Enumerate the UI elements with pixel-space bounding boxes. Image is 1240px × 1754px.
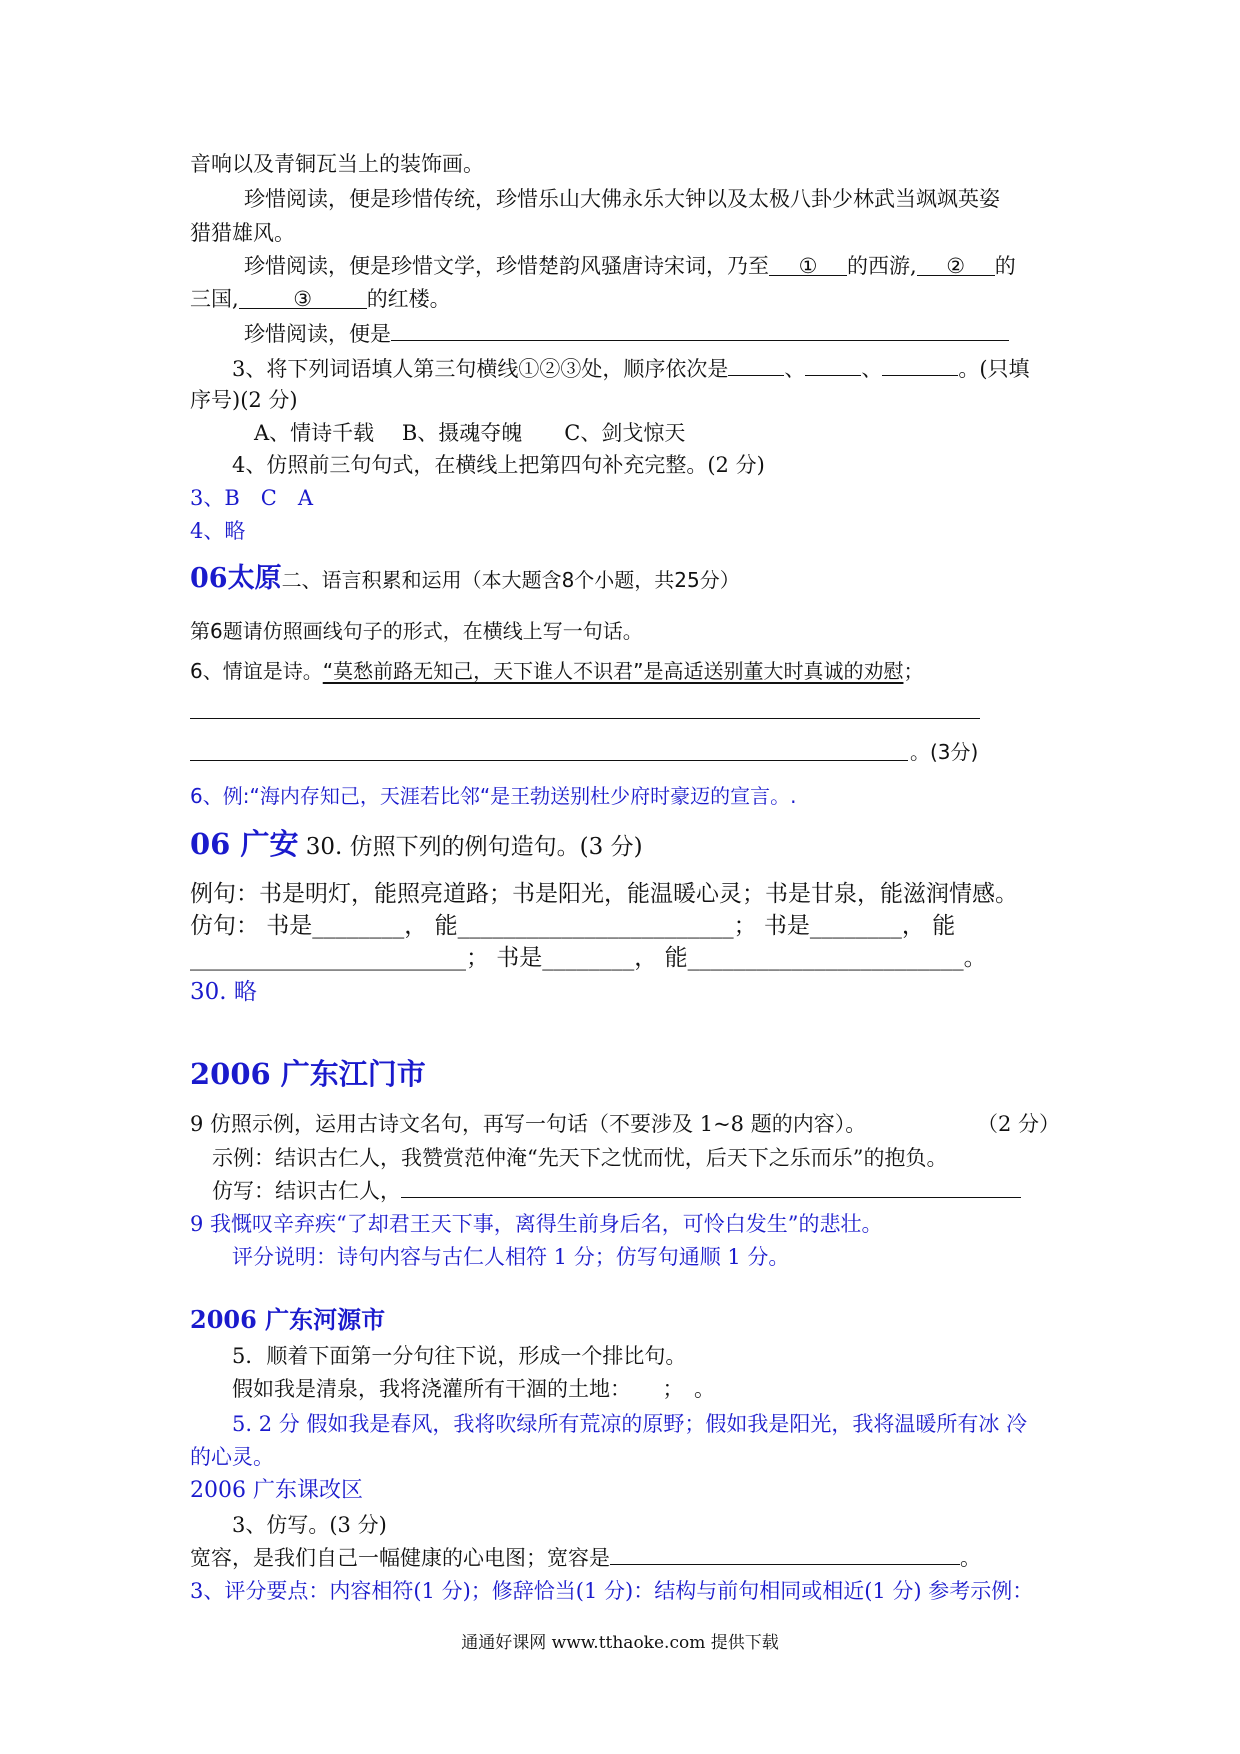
text-span: ； bbox=[903, 659, 924, 683]
text-line: 假如我是清泉，我将浇灌所有干涸的土地： ； 。 bbox=[232, 1377, 715, 1401]
text-line: 仿句： 书是________， 能________________________； 书是________， 能 bbox=[190, 913, 956, 939]
answer-line-rule bbox=[190, 718, 980, 719]
text-span: 3、将下列词语填人第三句横线①②③处，顺序依次是 bbox=[232, 357, 729, 381]
section-header bbox=[190, 562, 740, 597]
text-span: 的西游, bbox=[847, 254, 917, 278]
text-span: 、 bbox=[784, 357, 806, 381]
answer-line: 的心灵。 bbox=[190, 1445, 274, 1469]
text-span: 6、情谊是诗。 bbox=[190, 659, 323, 683]
score-label: （2 分） bbox=[976, 1112, 1060, 1136]
answer-blank bbox=[805, 352, 861, 376]
text-line: 第6题请仿照画线句子的形式，在横线上写一句话。 bbox=[190, 619, 643, 643]
blank-3: ③ bbox=[239, 285, 367, 309]
text-line bbox=[190, 1544, 981, 1572]
text-line: A、情诗千载 B、摄魂夺魄 C、剑戈惊天 bbox=[254, 421, 686, 445]
text-span: 二、语言积累和运用（本大题含8个小题，共25分） bbox=[281, 568, 740, 592]
text-line: 9 仿照示例，运用古诗文名句，再写一句话（不要涉及 1~8 题的内容）。 bbox=[190, 1112, 867, 1136]
text-line bbox=[244, 252, 1016, 280]
section-header bbox=[190, 1056, 426, 1095]
text-span: 的红楼。 bbox=[366, 287, 451, 311]
text-span: 宽容，是我们自己一幅健康的心电图；宽容是 bbox=[190, 1546, 610, 1570]
answer-line: 30. 略 bbox=[190, 979, 257, 1005]
answer-blank bbox=[728, 352, 784, 376]
text-line: 3、仿写。(3 分) bbox=[232, 1513, 387, 1537]
answer-blank bbox=[401, 1177, 1021, 1198]
section-header bbox=[190, 826, 643, 865]
answer-blank bbox=[610, 1544, 960, 1565]
text-line: 音响以及青铜瓦当上的装饰画。 bbox=[190, 152, 484, 176]
section-title: 06太原 bbox=[190, 563, 282, 594]
answer-line: 5. 2 分 假如我是春风，我将吹绿所有荒凉的原野；假如我是阳光，我将温暖所有冰 冷 bbox=[232, 1412, 1028, 1436]
answer-blank bbox=[391, 320, 1009, 341]
text-span: 。(只填 bbox=[958, 357, 1030, 381]
text-span: 珍惜阅读，便是 bbox=[244, 322, 391, 346]
text-line bbox=[190, 657, 923, 685]
page-footer: 通通好课网 www.tthaoke.com 提供下载 bbox=[461, 1633, 779, 1653]
text-line bbox=[190, 285, 451, 313]
answer-line: 9 我慨叹辛弃疾“了却君王天下事，离得生前身后名，可怜白发生”的悲壮。 bbox=[190, 1212, 883, 1236]
blank-1: ① bbox=[769, 252, 847, 276]
text-line: 。(3分) bbox=[910, 740, 979, 764]
answer-line-rule bbox=[190, 760, 908, 761]
text-line: 4、仿照前三句句式，在横线上把第四句补充完整。(2 分) bbox=[232, 453, 765, 477]
text-line: 珍惜阅读，便是珍惜传统，珍惜乐山大佛永乐大钟以及太极八卦少林武当飒飒英姿 bbox=[244, 187, 1000, 211]
underlined-sentence: “莫愁前路无知己，天下谁人不识君”是高适送别董大时真诚的劝慰 bbox=[322, 659, 904, 683]
text-span: 三国, bbox=[190, 287, 239, 311]
section-title: 06 广安 bbox=[190, 827, 299, 861]
text-span: 珍惜阅读，便是珍惜文学，珍惜楚韵风骚唐诗宋词，乃至 bbox=[244, 254, 769, 278]
blank-2: ② bbox=[917, 252, 995, 276]
text-span: 的 bbox=[994, 254, 1016, 278]
text-line: ________________________； 书是________， 能________________________。 bbox=[190, 945, 987, 971]
text-span: 仿写：结识古仁人， bbox=[212, 1179, 401, 1203]
text-line: 序号)(2 分) bbox=[190, 388, 298, 412]
text-span: 、 bbox=[861, 357, 883, 381]
section-header bbox=[190, 1304, 385, 1337]
text-span: 。 bbox=[960, 1546, 981, 1570]
section-title: 2006 广东江门市 bbox=[190, 1057, 426, 1091]
text-line: 猎猎雄风。 bbox=[190, 221, 295, 245]
text-line: 5．顺着下面第一分句往下说，形成一个排比句。 bbox=[232, 1344, 687, 1368]
answer-line: 3、B C A bbox=[190, 486, 314, 510]
text-line: 例句：书是明灯，能照亮道路；书是阳光，能温暖心灵；书是甘泉，能滋润情感。 bbox=[190, 881, 1018, 907]
section-title: 2006 广东课改区 bbox=[190, 1478, 363, 1503]
section-title: 2006 广东河源市 bbox=[190, 1305, 386, 1334]
text-span: 30. 仿照下列的例句造句。(3 分) bbox=[298, 834, 643, 860]
answer-blank bbox=[882, 352, 958, 376]
answer-line: 评分说明：诗句内容与古仁人相符 1 分；仿写句通顺 1 分。 bbox=[232, 1245, 790, 1269]
text-line bbox=[232, 352, 1030, 383]
text-line bbox=[212, 1177, 1021, 1205]
answer-line: 4、略 bbox=[190, 519, 246, 543]
answer-line: 6、例:“海内存知己，天涯若比邻“是王勃送别杜少府时豪迈的宣言。. bbox=[190, 784, 797, 808]
text-line bbox=[244, 320, 1009, 348]
text-line: 示例：结识古仁人，我赞赏范仲淹“先天下之忧而忧，后天下之乐而乐”的抱负。 bbox=[212, 1146, 948, 1170]
answer-line: 3、评分要点：内容相符(1 分)；修辞恰当(1 分)：结构与前句相同或相近(1 分) 参考示例： bbox=[190, 1579, 1034, 1603]
